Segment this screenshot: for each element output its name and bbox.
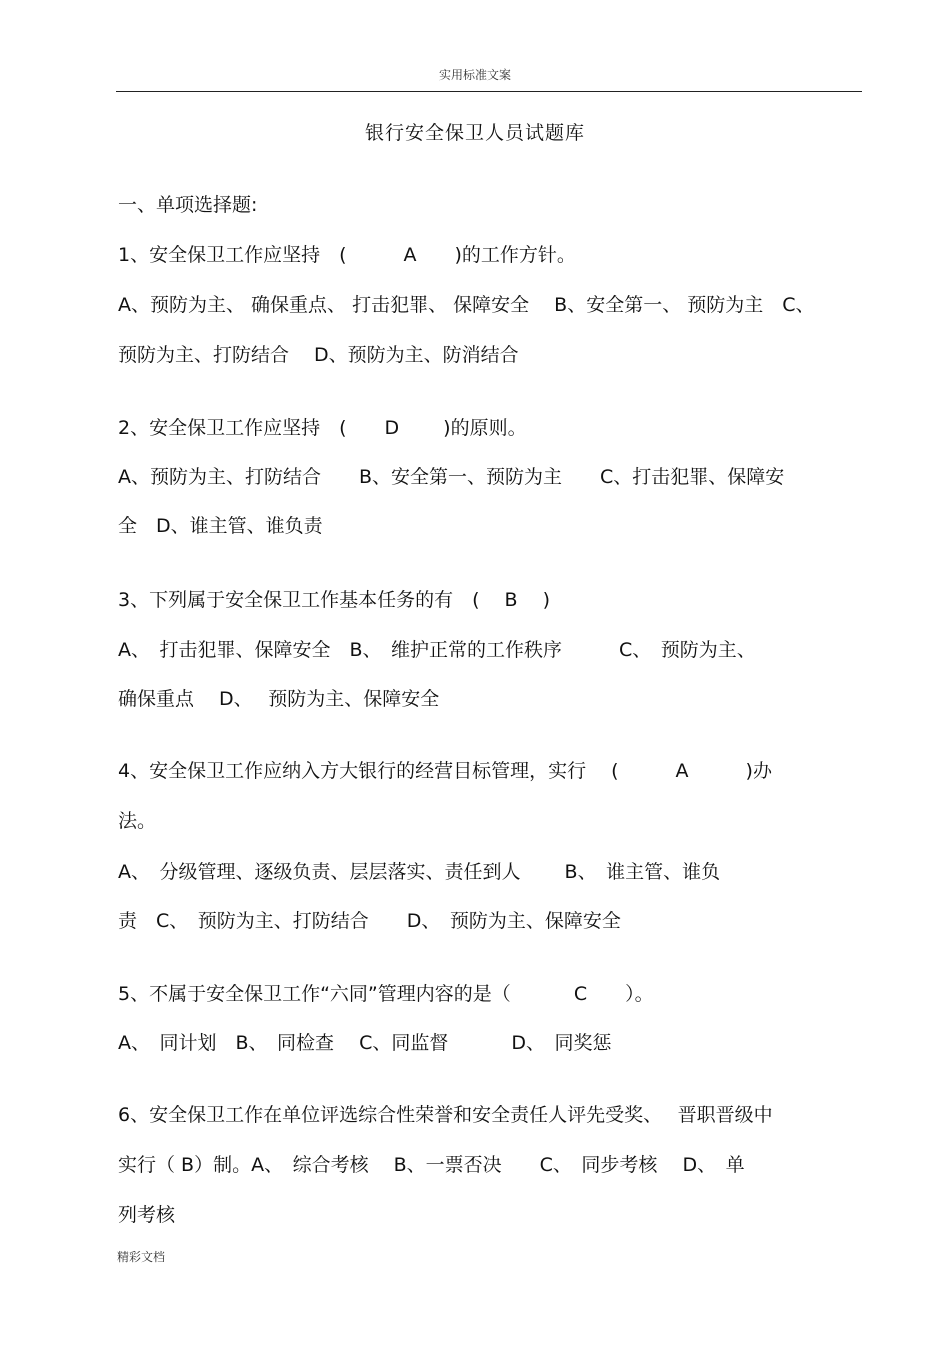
question-3: 3、下列属于安全保卫工作基本任务的有 ( B ) bbox=[118, 589, 551, 611]
page-header: 实用标准文案 bbox=[438, 68, 511, 82]
question-3-options-cont: 确保重点 D、 预防为主、保障安全 bbox=[118, 688, 440, 710]
header-rule bbox=[116, 91, 862, 92]
question-6-options-cont: 列考核 bbox=[118, 1204, 176, 1226]
question-6: 6、安全保卫工作在单位评选综合性荣誉和安全责任人评先受奖、 晋职晋级中 bbox=[118, 1104, 773, 1126]
question-4: 4、安全保卫工作应纳入方大银行的经营目标管理，实行 ( A )办 bbox=[118, 760, 772, 782]
question-1-options-cont: 预防为主、打防结合 D、预防为主、防消结合 bbox=[118, 344, 519, 366]
question-1: 1、安全保卫工作应坚持 ( A )的工作方针。 bbox=[118, 244, 576, 266]
question-5: 5、不属于安全保卫工作“六同”管理内容的是（ C ）。 bbox=[118, 983, 654, 1005]
question-3-options: A、 打击犯罪、保障安全 B、 维护正常的工作秩序 C、 预防为主、 bbox=[118, 639, 756, 661]
question-5-options: A、 同计划 B、 同检查 C、同监督 D、 同奖惩 bbox=[118, 1032, 612, 1054]
question-2: 2、安全保卫工作应坚持 ( D )的原则。 bbox=[118, 417, 527, 439]
question-4-options: A、 分级管理、逐级负责、层层落实、责任到人 B、 谁主管、谁负 bbox=[118, 861, 721, 883]
section-heading: 一、单项选择题: bbox=[118, 194, 258, 216]
question-2-options-cont: 全 D、谁主管、谁负责 bbox=[118, 515, 323, 537]
question-4-cont: 法。 bbox=[118, 810, 157, 832]
document-title: 银行安全保卫人员试题库 bbox=[364, 122, 585, 144]
question-2-options: A、预防为主、打防结合 B、安全第一、预防为主 C、打击犯罪、保障安 bbox=[118, 466, 785, 488]
question-4-options-cont: 责 C、 预防为主、打防结合 D、 预防为主、保障安全 bbox=[118, 910, 621, 932]
question-6-cont: 实行（ B）制。A、 综合考核 B、一票否决 C、 同步考核 D、 单 bbox=[118, 1154, 745, 1176]
page-footer: 精彩文档 bbox=[117, 1250, 166, 1264]
question-1-options: A、预防为主、 确保重点、 打击犯罪、 保障安全 B、安全第一、 预防为主 C、 bbox=[118, 294, 815, 316]
